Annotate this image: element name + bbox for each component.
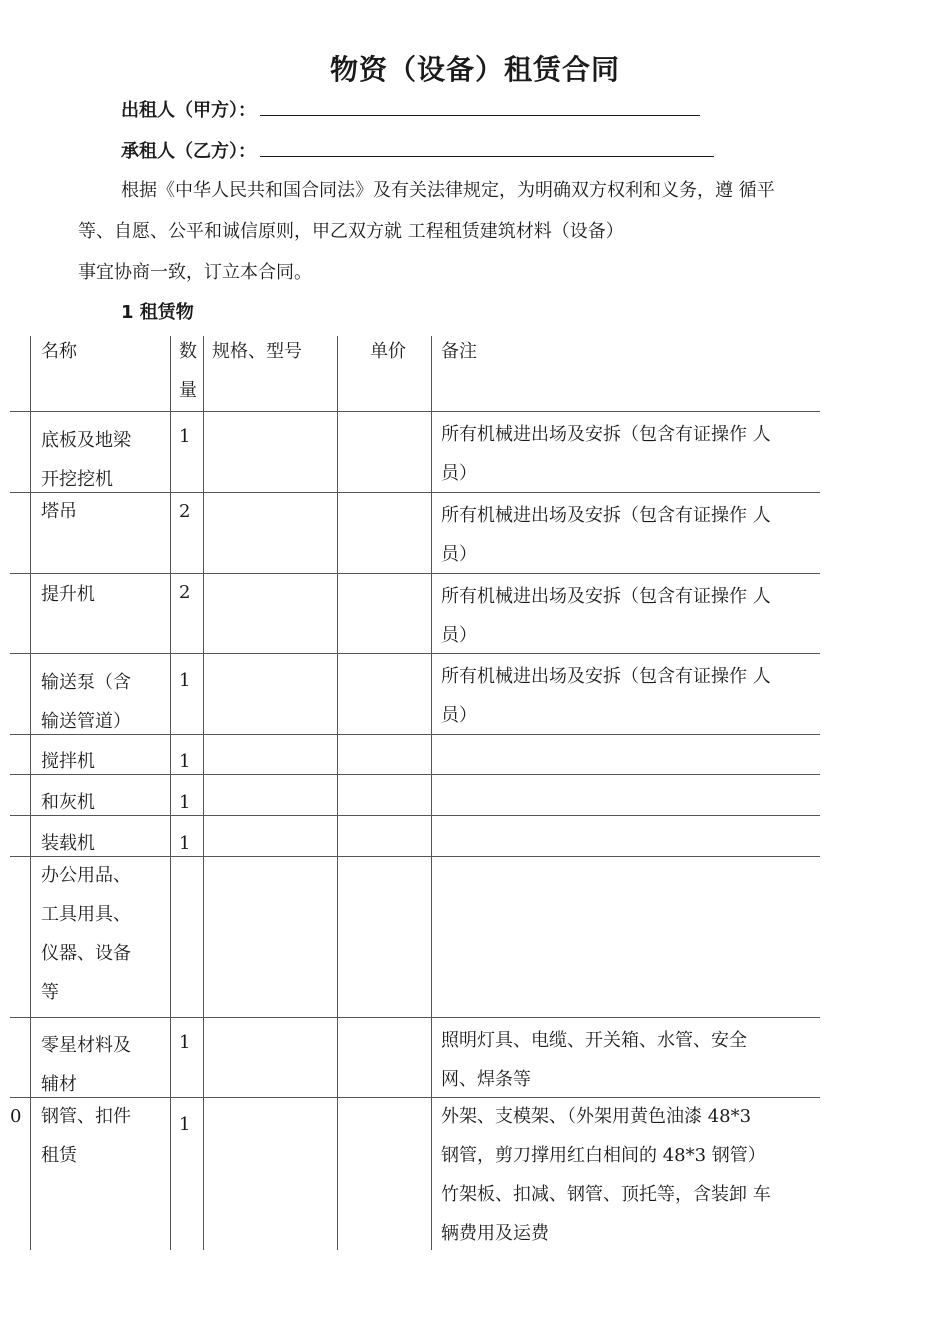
table-column-border bbox=[170, 336, 171, 1250]
table-row-name: 搅拌机 bbox=[41, 751, 95, 772]
table-row-border bbox=[10, 856, 820, 857]
table-row-qty: 1 bbox=[179, 833, 191, 854]
table-row-name: 零星材料及 bbox=[41, 1035, 131, 1056]
lessor-field bbox=[121, 96, 700, 122]
table-row-border bbox=[10, 492, 820, 493]
table-row-name: 租赁 bbox=[41, 1145, 77, 1166]
table-row-qty: 1 bbox=[179, 792, 191, 813]
header-name: 名称 bbox=[41, 341, 77, 362]
table-row-name: 办公用品、 bbox=[41, 865, 131, 886]
table-row-border bbox=[10, 774, 820, 775]
table-row-remark: 员） bbox=[441, 544, 477, 565]
table-row-name: 工具用具、 bbox=[41, 904, 131, 925]
table-row-qty: 2 bbox=[179, 582, 191, 603]
table-row-name: 塔吊 bbox=[41, 501, 77, 522]
table-row-name: 和灰机 bbox=[41, 792, 95, 813]
table-row-remark: 所有机械进出场及安拆（包含有证操作 人 bbox=[441, 586, 771, 607]
header-price: 单价 bbox=[370, 341, 406, 362]
table-row-border bbox=[10, 411, 820, 412]
table-row-remark: 所有机械进出场及安拆（包含有证操作 人 bbox=[441, 666, 771, 687]
table-row-name: 等 bbox=[41, 982, 59, 1003]
document-title: 物资（设备）租赁合同 bbox=[329, 53, 620, 86]
table-row-border bbox=[10, 734, 820, 735]
lessee-label: 承租人（乙方）： bbox=[121, 141, 256, 162]
table-row-qty: 1 bbox=[179, 751, 191, 772]
row-index: 0 bbox=[10, 1106, 22, 1127]
table-row-remark: 员） bbox=[441, 705, 477, 726]
table-row-remark: 外架、支模架、（外架用黄色油漆 48*3 bbox=[441, 1106, 752, 1127]
table-row-border bbox=[10, 1017, 820, 1018]
header-qty-2: 量 bbox=[179, 380, 197, 401]
table-row-qty: 1 bbox=[179, 670, 191, 691]
table-row-name: 辅材 bbox=[41, 1074, 77, 1095]
intro-line-2: 等、自愿、公平和诚信原则，甲乙双方就 工程租赁建筑材料（设备） bbox=[78, 221, 624, 242]
table-row-remark: 网、焊条等 bbox=[441, 1069, 531, 1090]
lessee-field bbox=[121, 137, 714, 163]
lessor-label: 出租人（甲方）： bbox=[121, 100, 256, 121]
table-column-border bbox=[203, 336, 204, 1250]
table-row-border bbox=[10, 573, 820, 574]
table-column-border bbox=[30, 336, 31, 1250]
table-row-name: 开挖挖机 bbox=[41, 469, 113, 490]
table-row-remark: 所有机械进出场及安拆（包含有证操作 人 bbox=[441, 424, 771, 445]
intro-line-1: 根据《中华人民共和国合同法》及有关法律规定，为明确双方权利和义务，遵 循平 bbox=[121, 180, 775, 201]
table-row-remark: 竹架板、扣减、钢管、顶托等，含装卸 车 bbox=[441, 1184, 771, 1205]
lessor-blank-line[interactable] bbox=[260, 101, 700, 116]
table-row-remark: 员） bbox=[441, 625, 477, 646]
table-row-qty: 1 bbox=[179, 1032, 191, 1053]
table-row-border bbox=[10, 815, 820, 816]
table-row-name: 装载机 bbox=[41, 833, 95, 854]
table-row-remark: 钢管，剪刀撑用红白相间的 48*3 钢管） bbox=[441, 1145, 766, 1166]
header-remark: 备注 bbox=[441, 341, 477, 362]
table-row-qty: 1 bbox=[179, 1114, 191, 1135]
table-row-border bbox=[10, 653, 820, 654]
lessee-blank-line[interactable] bbox=[260, 142, 714, 157]
header-qty-1: 数 bbox=[179, 341, 197, 362]
table-row-remark: 照明灯具、电缆、开关箱、水管、安全 bbox=[441, 1030, 747, 1051]
table-row-name: 钢管、扣件 bbox=[41, 1106, 131, 1127]
table-row-remark: 员） bbox=[441, 463, 477, 484]
intro-line-3: 事宜协商一致，订立本合同。 bbox=[78, 262, 312, 283]
table-row-name: 输送泵（含 bbox=[41, 672, 131, 693]
table-row-name: 仪器、设备 bbox=[41, 943, 131, 964]
table-row-name: 底板及地梁 bbox=[41, 430, 131, 451]
header-spec: 规格、型号 bbox=[212, 341, 302, 362]
table-row-qty: 2 bbox=[179, 501, 191, 522]
table-row-qty: 1 bbox=[179, 426, 191, 447]
table-row-remark: 所有机械进出场及安拆（包含有证操作 人 bbox=[441, 505, 771, 526]
table-row-remark: 辆费用及运费 bbox=[441, 1223, 549, 1244]
table-column-border bbox=[337, 336, 338, 1250]
table-row-name: 输送管道） bbox=[41, 711, 131, 732]
table-column-border bbox=[431, 336, 432, 1250]
table-row-name: 提升机 bbox=[41, 584, 95, 605]
section-title: 1 租赁物 bbox=[121, 302, 194, 323]
